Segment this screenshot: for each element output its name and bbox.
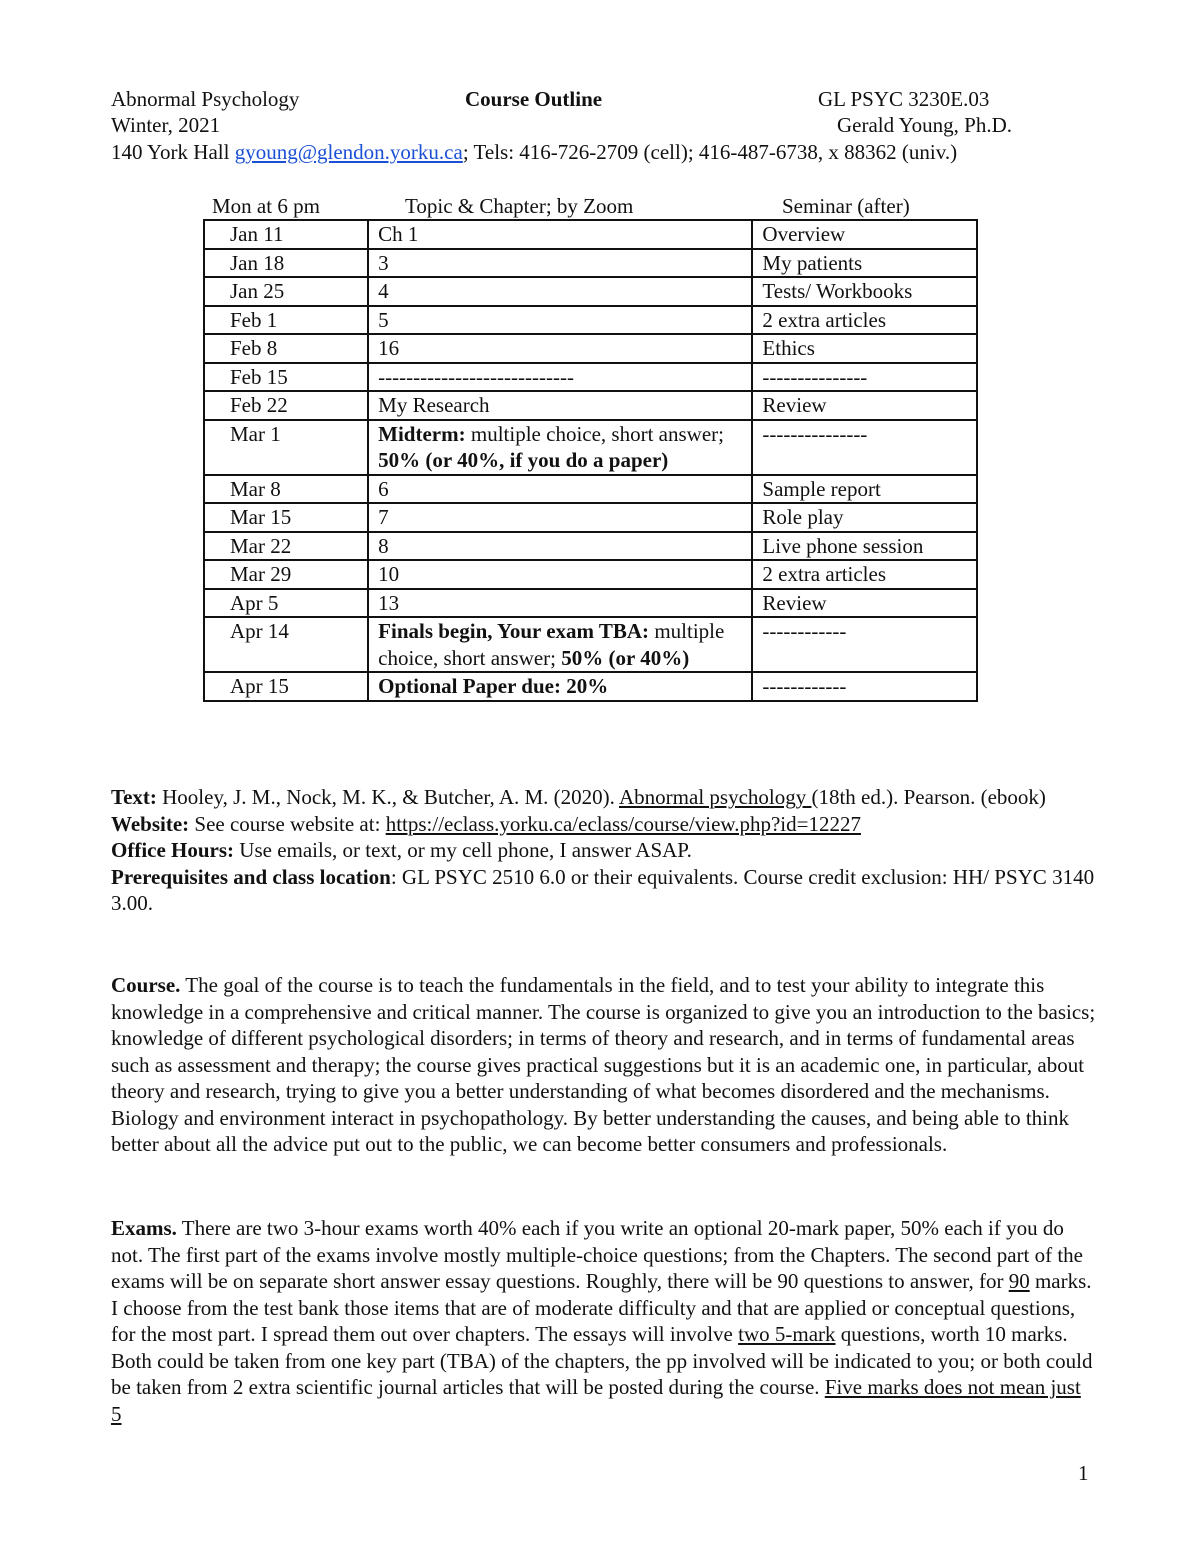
textbook-title: Abnormal psychology [619,785,812,809]
schedule-header-topic: Topic & Chapter; by Zoom [405,194,634,218]
course-code: GL PSYC 3230E.03 [818,87,990,111]
row-seminar: 2 extra articles [752,560,977,589]
exams-text-3: questions, worth 10 marks. Both could be taken from one key part (TBA) of the chapters, the pp involved will be indicated to you; or both could be taken from 2 extra scientific journal articles that will be posted during the course. [111,1322,1093,1399]
row-date: Jan 18 [204,249,368,278]
row-seminar: Live phone session [752,532,977,561]
schedule-table [203,219,978,702]
row-date: Mar 29 [204,560,368,589]
row-topic: 7 [368,503,752,532]
office-hours-line [111,837,1096,864]
row-date: Jan 11 [204,220,368,249]
row-seminar: 2 extra articles [752,306,977,335]
row-date: Apr 15 [204,672,368,701]
row-seminar: --------------- [752,363,977,392]
office-location: 140 York Hall [111,140,235,164]
row-date: Apr 14 [204,617,368,672]
course-label: Course. [111,973,181,997]
course-name: Abnormal Psychology [111,87,300,111]
office-hours-label: Office Hours: [111,838,235,862]
row-seminar: Tests/ Workbooks [752,277,977,306]
table-row [204,306,977,335]
prereq-label: Prerequisites and class location [111,864,391,889]
row-seminar: Review [752,391,977,420]
table-row [204,363,977,392]
midterm-format: multiple choice, short answer; [465,421,724,446]
row-seminar: Sample report [752,475,977,504]
schedule-header-date: Mon at 6 pm [212,194,320,218]
row-date: Feb 22 [204,391,368,420]
table-row [204,391,977,420]
table-row [204,503,977,532]
row-seminar: Review [752,589,977,618]
row-date: Jan 25 [204,277,368,306]
row-date: Mar 8 [204,475,368,504]
textbook-line [111,784,1096,811]
contact-line [111,139,957,166]
course-paragraph [111,972,1096,1158]
row-date: Mar 22 [204,532,368,561]
phone-numbers: ; Tels: 416-726-2709 (cell); 416-487-6738, x 88362 (univ.) [462,140,958,164]
table-row [204,277,977,306]
table-row [204,532,977,561]
doc-title: Course Outline [465,87,603,111]
row-seminar: --------------- [752,420,977,475]
row-date: Feb 8 [204,334,368,363]
office-hours-text: Use emails, or text, or my cell phone, I answer ASAP. [234,838,692,862]
exams-note: Five marks does not mean just 5 [111,1375,1081,1426]
row-topic: 5 [368,306,752,335]
row-seminar: Ethics [752,334,977,363]
finals-weight: 50% (or 40%) [561,645,690,670]
exams-paragraph [111,1215,1096,1427]
exams-text-1: There are two 3-hour exams worth 40% each if you write an optional 20-mark paper, 50% each if you do not. The first part of the exams involve mostly multiple-choice questions; from the Chapters. The second part of the exams will be on separate short answer essay questions. Roughly, there will be 90 questions to answer, for [111,1216,1083,1293]
midterm-weight: 50% (or 40%, if you do a paper) [378,448,669,472]
textbook-edition: (18th ed.). Pearson. (ebook) [811,785,1046,809]
course-info [111,784,1096,917]
exams-essays: two 5-mark [738,1322,836,1346]
row-topic: 16 [368,334,752,363]
row-topic: 10 [368,560,752,589]
table-row [204,617,977,672]
table-row [204,220,977,249]
website-text: See course website at: [189,811,386,836]
table-row [204,475,977,504]
row-topic: My Research [368,391,752,420]
row-topic: 3 [368,249,752,278]
table-row [204,672,977,701]
row-seminar: ------------ [752,672,977,701]
row-seminar: My patients [752,249,977,278]
prereq-line [111,864,1096,917]
row-topic: ---------------------------- [368,363,752,392]
exams-text-2: marks. I choose from the test bank those items that are of moderate difficulty and that are applied or conceptual questions, for the most part. I spread them out over chapters. The essays will involve [111,1269,1092,1346]
row-date: Mar 1 [204,420,368,475]
finals-format: multiple choice, short answer; [378,619,725,670]
table-row [204,334,977,363]
exams-marks: 90 [1008,1269,1030,1293]
table-row [204,560,977,589]
table-row [204,589,977,618]
table-row [204,420,977,475]
row-topic: 4 [368,277,752,306]
exams-label: Exams. [111,1216,177,1240]
page-number: 1 [1078,1461,1089,1485]
website-link[interactable]: https://eclass.yorku.ca/eclass/course/view.php?id=12227 [385,811,861,836]
text-label: Text: [111,785,157,809]
email-link[interactable]: gyoung@glendon.yorku.ca [234,140,463,164]
row-topic: Optional Paper due: 20% [368,672,752,701]
schedule-header-seminar: Seminar (after) [782,194,910,218]
row-seminar: ------------ [752,617,977,672]
website-line [111,811,1096,838]
row-seminar: Overview [752,220,977,249]
row-topic: 8 [368,532,752,561]
row-date: Mar 15 [204,503,368,532]
table-row [204,249,977,278]
row-date: Apr 5 [204,589,368,618]
row-topic: Ch 1 [368,220,752,249]
midterm-label: Midterm: [378,421,466,446]
row-topic: 13 [368,589,752,618]
prereq-text: : GL PSYC 2510 6.0 or their equivalents. Course credit exclusion: HH/ PSYC 3140 3.00. [111,864,1095,915]
row-topic [368,617,752,672]
finals-label: Finals begin, Your exam TBA: [378,619,650,643]
textbook-authors: Hooley, J. M., Nock, M. K., & Butcher, A. M. (2020). [156,785,619,809]
row-date: Feb 15 [204,363,368,392]
row-topic: 6 [368,475,752,504]
course-text: The goal of the course is to teach the fundamentals in the field, and to test your ability to integrate this knowledge in a comprehensive and critical manner. The course is organized to give you an introduction to the basics; knowledge of different psychological disorders; in terms of theory and research, and in terms of fundamental areas such as assessment and therapy; the course gives practical suggestions but it is an academic one, in particular, about theory and research, trying to give you a better understanding of what becomes disordered and the mechanisms. Biology and environment interact in psychopathology. By better understanding the causes, and being able to think better about all the advice put out to the public, we can become better consumers and professionals. [111,973,1096,1156]
row-date: Feb 1 [204,306,368,335]
term: Winter, 2021 [111,113,221,137]
instructor: Gerald Young, Ph.D. [837,113,1013,137]
website-label: Website: [111,811,190,836]
row-topic [368,420,752,475]
row-seminar: Role play [752,503,977,532]
